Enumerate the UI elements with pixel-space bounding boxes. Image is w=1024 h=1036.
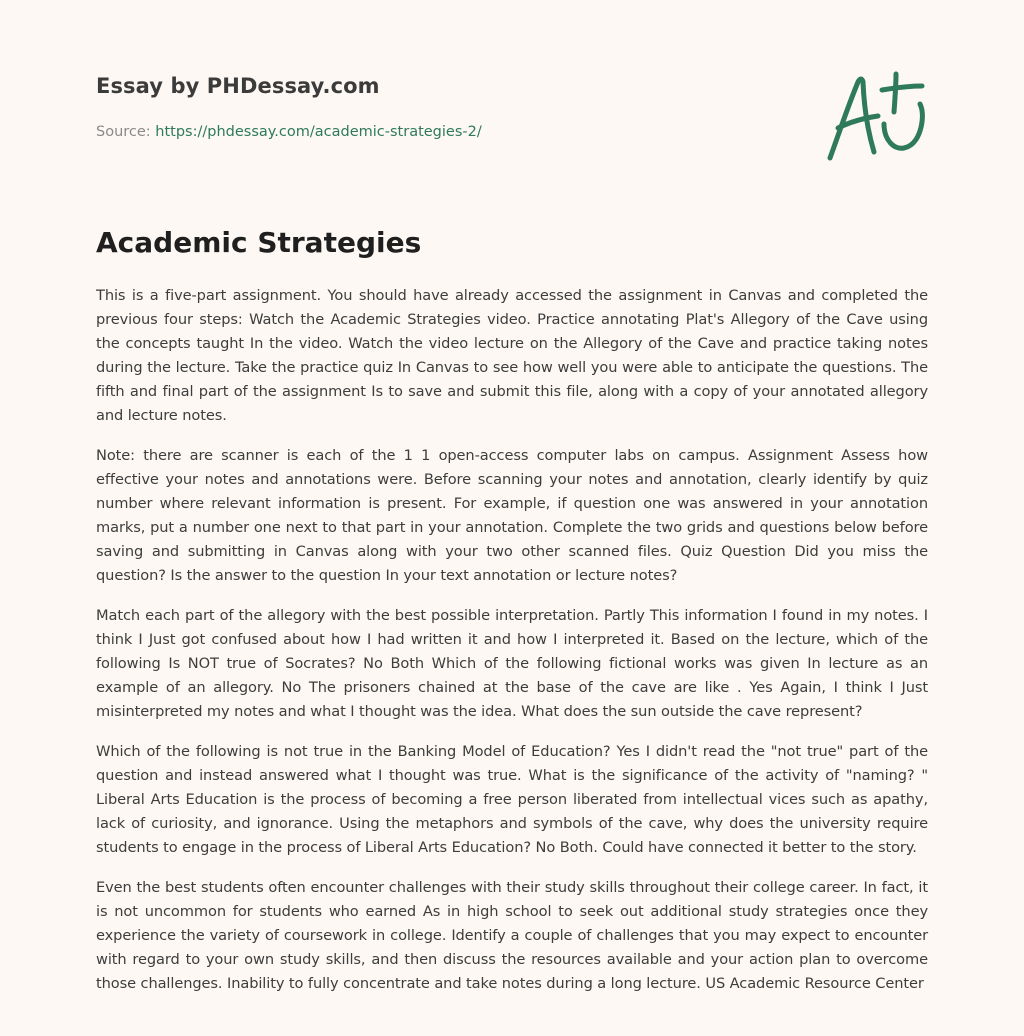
essay-paragraph: This is a five-part assignment. You should have already accessed the assignment in Canvas and completed the previous four steps: Watch the Academic Strategies video. Practice annotating Plat's Allegory of the Cave using the concepts taught In the video. Watch the video lecture on the Allegory of the Cave and practice taking notes during the lecture. Take the practice quiz In Canvas to see how well you were able to anticipate the questions. The fifth and final part of the assignment Is to save and submit this file, along with a copy of your annotated allegory and lecture notes.: [96, 287, 928, 424]
essay-title: Academic Strategies: [96, 226, 422, 259]
source-line: [96, 124, 482, 140]
source-label: Source:: [96, 124, 156, 140]
essay-paragraph: Match each part of the allegory with the best possible interpretation. Partly This information I found in my notes. I think I Just got confused about how I had written it and how I interpreted it. Based on the lecture, which of the following Is NOT true of Socrates? No Both Which of the following fictional works was given In lecture as an example of an allegory. No The prisoners chained at the base of the cave are like . Yes Again, I think I Just misinterpreted my notes and what I thought was the idea. What does the sun outside the cave represent?: [96, 607, 928, 720]
site-title: Essay by PHDessay.com: [96, 74, 380, 98]
a-plus-logo-icon: [824, 66, 928, 166]
essay-body: [96, 284, 928, 1012]
essay-paragraph: Note: there are scanner is each of the 1 1 open-access computer labs on campus. Assignment Assess how effective your notes and annotations were. Before scanning your notes and annotation, clearly identify by quiz number where relevant information is present. For example, if question one was answered in your annotation marks, put a number one next to that part in your annotation. Complete the two grids and questions below before saving and submitting in Canvas along with your two other scanned files. Quiz Question Did you miss the question? Is the answer to the question In your text annotation or lecture notes?: [96, 447, 928, 584]
essay-paragraph: Even the best students often encounter challenges with their study skills throughout their college career. In fact, it is not uncommon for students who earned As in high school to seek out additional study strategies once they experience the variety of coursework in college. Identify a couple of challenges that you may expect to encounter with regard to your own study skills, and then discuss the resources available and your action plan to overcome those challenges. Inability to fully concentrate and take notes during a long lecture. US Academic Resource Center: [96, 879, 928, 992]
source-link[interactable]: https://phdessay.com/academic-strategies-2/: [155, 124, 482, 140]
essay-paragraph: Which of the following is not true in the Banking Model of Education? Yes I didn't read the "not true" part of the question and instead answered what I thought was true. What is the significance of the activity of "naming? " Liberal Arts Education is the process of becoming a free person liberated from intellectual vices such as apathy, lack of curiosity, and ignorance. Using the metaphors and symbols of the cave, why does the university require students to engage in the process of Liberal Arts Education? No Both. Could have connected it better to the story.: [96, 743, 928, 856]
